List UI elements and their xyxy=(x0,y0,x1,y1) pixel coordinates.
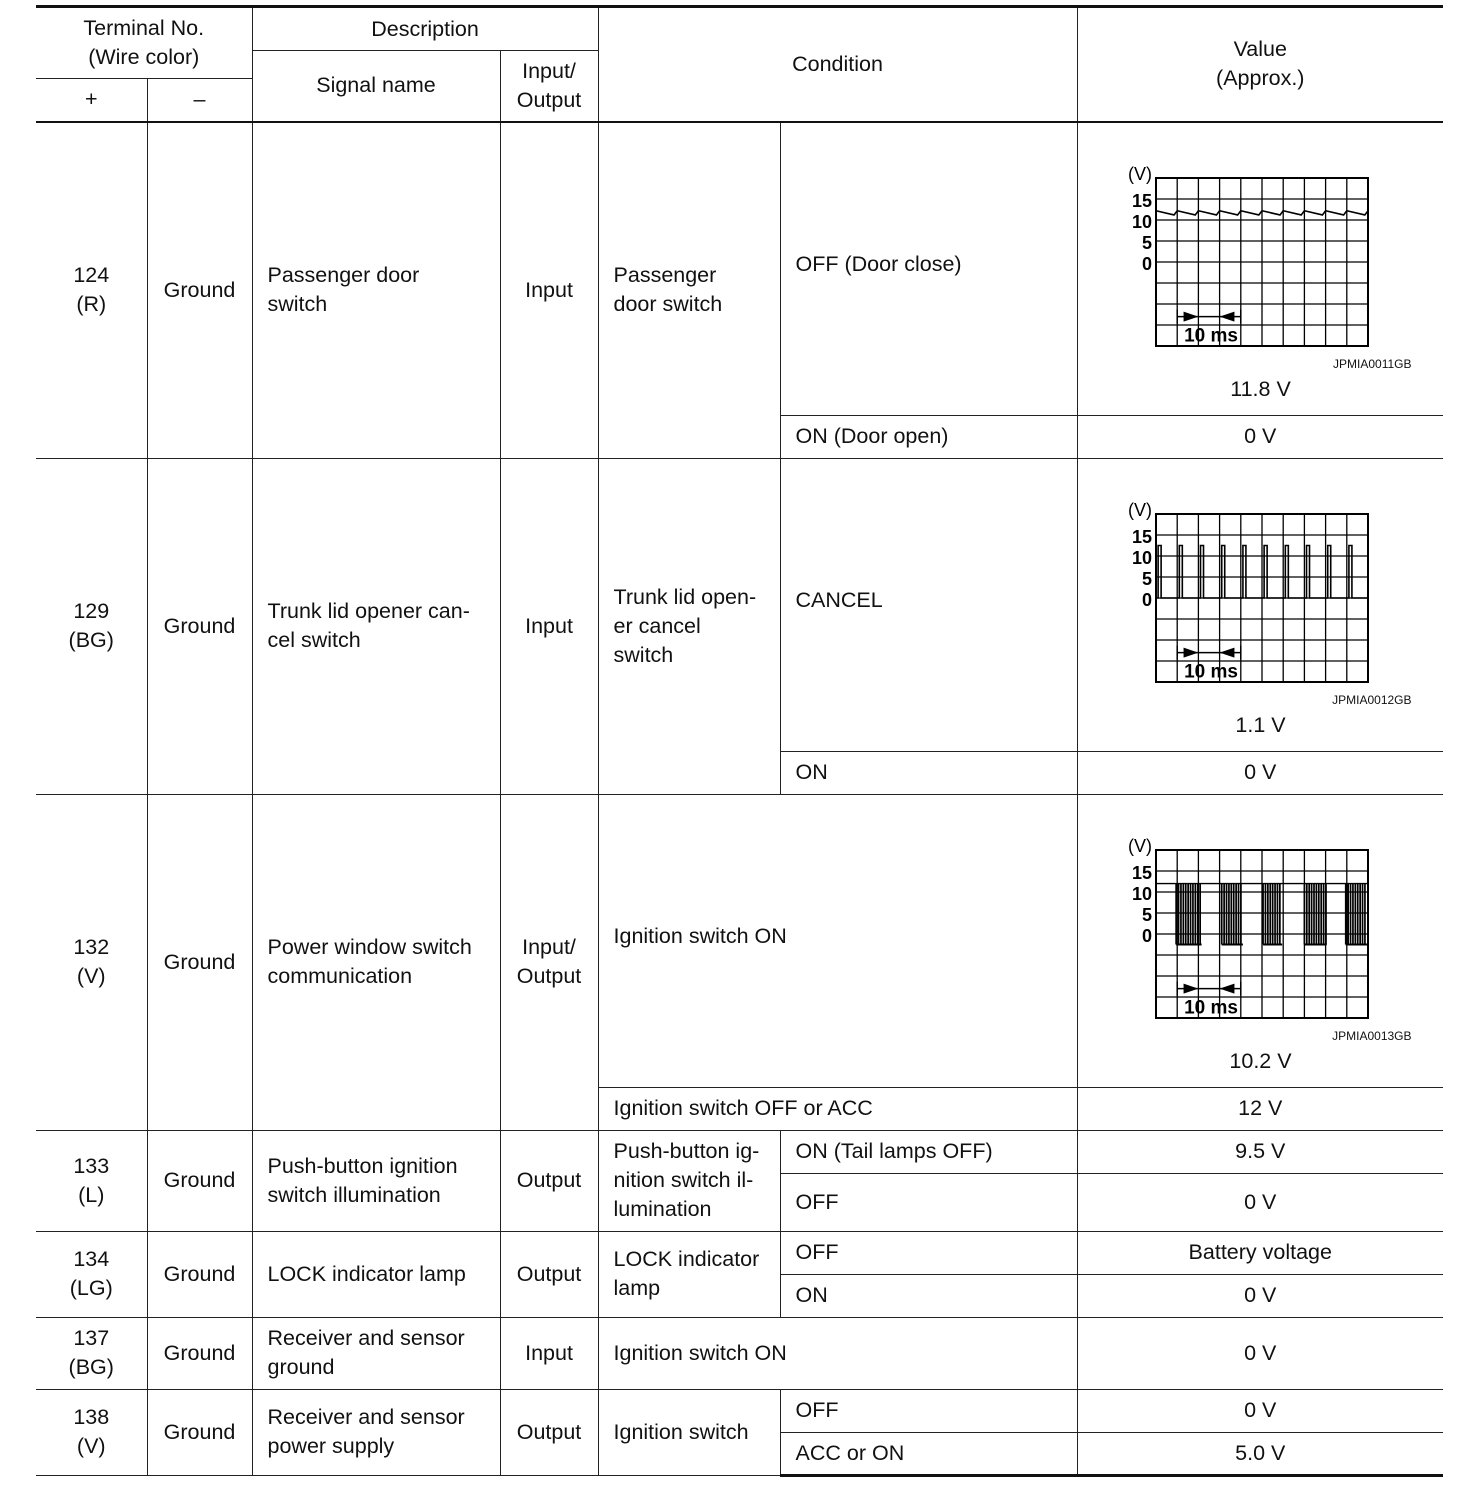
condition-cell xyxy=(598,458,780,794)
table-row-133 xyxy=(36,1130,1443,1173)
wire-color: (BG) xyxy=(68,628,114,652)
signal-name-line: Receiver and sensor xyxy=(267,1326,465,1350)
terminal-number: 138 xyxy=(73,1405,110,1429)
io-cell: Output xyxy=(500,1130,598,1231)
signal-name-line: ground xyxy=(267,1355,335,1379)
y-tick-label: 15 xyxy=(1131,190,1152,211)
wire-color: (BG) xyxy=(68,1355,114,1379)
sub-condition-cell: ON xyxy=(780,751,1077,794)
io-line: Output xyxy=(516,964,582,988)
signal-name-cell: LOCK indicator lamp xyxy=(252,1231,500,1317)
condition-line: switch xyxy=(613,642,674,667)
ground-cell: Ground xyxy=(147,1317,252,1389)
waveform-id: JPMIA0011GB xyxy=(1333,356,1412,371)
condition-cell xyxy=(598,122,780,459)
table-row-124 xyxy=(36,122,1443,416)
terminal-cell xyxy=(36,122,147,459)
io-cell: Output xyxy=(500,1389,598,1475)
table-row-134 xyxy=(36,1231,1443,1274)
terminal-number: 129 xyxy=(73,599,110,623)
value-cell: 0 V xyxy=(1077,1173,1443,1231)
signal-name-line: Receiver and sensor xyxy=(267,1405,465,1429)
header-description: Description xyxy=(252,7,598,51)
value-cell: Battery voltage xyxy=(1077,1231,1443,1274)
io-cell xyxy=(500,794,598,1130)
y-axis-unit: (V) xyxy=(1127,163,1152,184)
signal-name-cell xyxy=(252,458,500,794)
terminal-spec-table xyxy=(36,5,1443,1477)
signal-name-cell xyxy=(252,1317,500,1389)
condition-cell xyxy=(598,1130,780,1231)
ground-cell: Ground xyxy=(147,122,252,459)
header-output: Output xyxy=(516,87,582,112)
condition-cell xyxy=(598,1231,780,1317)
terminal-cell xyxy=(36,1389,147,1475)
waveform-cell xyxy=(1077,122,1443,416)
sub-condition-cell: ON (Door open) xyxy=(780,415,1077,458)
time-marker-arrow xyxy=(1219,311,1234,321)
waveform-132 xyxy=(1078,795,1444,1087)
signal-name-cell xyxy=(252,122,500,459)
time-marker-arrow xyxy=(1219,983,1234,993)
io-cell: Input xyxy=(500,458,598,794)
waveform-value: 1.1 V xyxy=(1235,712,1286,737)
waveform-id: JPMIA0013GB xyxy=(1332,1028,1412,1043)
header-approx-label: (Approx.) xyxy=(1216,66,1305,91)
signal-name-cell xyxy=(252,794,500,1130)
sub-condition-cell: ACC or ON xyxy=(780,1432,1077,1475)
condition-line: lumination xyxy=(613,1197,712,1221)
ground-cell: Ground xyxy=(147,794,252,1130)
time-marker-arrow xyxy=(1219,647,1234,657)
value-cell: 0 V xyxy=(1077,1274,1443,1317)
wire-color: (V) xyxy=(76,1434,106,1458)
waveform-129 xyxy=(1078,459,1444,751)
condition-line: Trunk lid open- xyxy=(613,584,757,609)
y-tick-label: 0 xyxy=(1141,925,1152,946)
terminal-cell xyxy=(36,1317,147,1389)
y-tick-label: 15 xyxy=(1131,862,1152,883)
io-cell: Output xyxy=(500,1231,598,1317)
sub-condition-cell: ON xyxy=(780,1274,1077,1317)
condition-cell: Ignition switch xyxy=(598,1389,780,1475)
header-wire-color: (Wire color) xyxy=(88,45,200,69)
ground-cell: Ground xyxy=(147,458,252,794)
waveform-value: 10.2 V xyxy=(1229,1048,1292,1073)
wire-color: (L) xyxy=(78,1182,105,1207)
sub-condition-cell: CANCEL xyxy=(780,458,1077,751)
header-plus: + xyxy=(36,79,147,122)
terminal-cell xyxy=(36,1231,147,1317)
header-row-1 xyxy=(36,7,1443,51)
terminal-number: 133 xyxy=(73,1153,110,1178)
y-tick-label: 10 xyxy=(1131,547,1152,568)
time-scale-label: 10 ms xyxy=(1183,661,1238,683)
signal-name-line: Passenger door xyxy=(267,263,420,287)
header-value-label: Value xyxy=(1233,37,1287,62)
waveform-124 xyxy=(1078,123,1444,415)
header-minus: – xyxy=(147,79,252,122)
time-scale-label: 10 ms xyxy=(1183,325,1238,347)
time-marker-arrow xyxy=(1183,311,1198,321)
time-marker-arrow xyxy=(1183,983,1198,993)
terminal-number: 137 xyxy=(73,1326,110,1350)
io-cell: Input xyxy=(500,1317,598,1389)
io-cell: Input xyxy=(500,122,598,459)
terminal-cell xyxy=(36,1130,147,1231)
header-terminal xyxy=(36,7,252,79)
wire-color: (V) xyxy=(76,964,106,988)
ground-cell: Ground xyxy=(147,1231,252,1317)
value-cell: 0 V xyxy=(1077,1389,1443,1432)
condition-line: door switch xyxy=(613,292,723,316)
y-axis-unit: (V) xyxy=(1127,835,1152,856)
terminal-number: 134 xyxy=(73,1247,110,1271)
time-scale-label: 10 ms xyxy=(1183,997,1238,1019)
y-tick-label: 5 xyxy=(1141,904,1152,925)
condition-cell: Ignition switch OFF or ACC xyxy=(598,1087,1077,1130)
terminal-number: 132 xyxy=(73,935,110,959)
value-cell: 0 V xyxy=(1077,415,1443,458)
signal-name-cell xyxy=(252,1389,500,1475)
signal-name-line: communication xyxy=(267,964,413,988)
waveform-value: 11.8 V xyxy=(1230,376,1291,401)
y-tick-label: 10 xyxy=(1131,883,1152,904)
y-tick-label: 10 xyxy=(1131,211,1152,232)
terminal-number: 124 xyxy=(73,263,110,287)
waveform-cell xyxy=(1077,458,1443,751)
signal-name-line: Push-button ignition xyxy=(267,1153,458,1178)
header-terminal-no: Terminal No. xyxy=(83,16,205,40)
wire-color: (LG) xyxy=(69,1276,113,1300)
value-cell: 0 V xyxy=(1077,751,1443,794)
table-row-132 xyxy=(36,794,1443,1087)
header-condition: Condition xyxy=(598,7,1077,122)
sub-condition-cell: ON (Tail lamps OFF) xyxy=(780,1130,1077,1173)
condition-line: Push-button ig- xyxy=(613,1139,760,1163)
signal-name-line: cel switch xyxy=(267,628,361,652)
value-cell: 12 V xyxy=(1077,1087,1443,1130)
condition-line: nition switch il- xyxy=(613,1168,754,1192)
time-marker-arrow xyxy=(1183,647,1198,657)
ground-cell: Ground xyxy=(147,1130,252,1231)
condition-line: er cancel xyxy=(613,613,701,638)
signal-name-line: power supply xyxy=(267,1434,395,1458)
y-tick-label: 0 xyxy=(1141,589,1152,610)
signal-name-line: switch xyxy=(267,292,328,316)
signal-name-line: Power window switch xyxy=(267,935,472,959)
signal-name-line: Trunk lid opener can- xyxy=(267,599,470,623)
waveform-id: JPMIA0012GB xyxy=(1332,692,1412,707)
y-tick-label: 5 xyxy=(1141,232,1152,253)
sub-condition-cell: OFF xyxy=(780,1231,1077,1274)
table-row-137 xyxy=(36,1317,1443,1389)
condition-line: LOCK indicator xyxy=(613,1247,760,1271)
table-row-138 xyxy=(36,1389,1443,1432)
terminal-cell xyxy=(36,458,147,794)
signal-name-line: switch illumination xyxy=(267,1182,441,1207)
sub-condition-cell: OFF (Door close) xyxy=(780,122,1077,416)
header-io xyxy=(500,51,598,122)
sub-condition-cell: OFF xyxy=(780,1389,1077,1432)
y-axis-unit: (V) xyxy=(1127,499,1152,520)
signal-name-cell xyxy=(252,1130,500,1231)
condition-line: Passenger xyxy=(613,263,717,287)
waveform-cell xyxy=(1077,794,1443,1087)
y-tick-label: 15 xyxy=(1131,526,1152,547)
wire-color: (R) xyxy=(76,292,107,316)
io-line: Input/ xyxy=(522,935,576,959)
condition-line: lamp xyxy=(613,1276,661,1300)
header-value xyxy=(1077,7,1443,122)
condition-cell: Ignition switch ON xyxy=(598,794,1077,1087)
header-input: Input/ xyxy=(522,58,576,83)
sub-condition-cell: OFF xyxy=(780,1173,1077,1231)
terminal-cell xyxy=(36,794,147,1130)
y-tick-label: 5 xyxy=(1141,568,1152,589)
value-cell: 0 V xyxy=(1077,1317,1443,1389)
value-cell: 9.5 V xyxy=(1077,1130,1443,1173)
header-signal-name: Signal name xyxy=(252,51,500,122)
table-row-129 xyxy=(36,458,1443,751)
condition-cell: Ignition switch ON xyxy=(598,1317,1077,1389)
y-tick-label: 0 xyxy=(1141,253,1152,274)
ground-cell: Ground xyxy=(147,1389,252,1475)
value-cell: 5.0 V xyxy=(1077,1432,1443,1475)
